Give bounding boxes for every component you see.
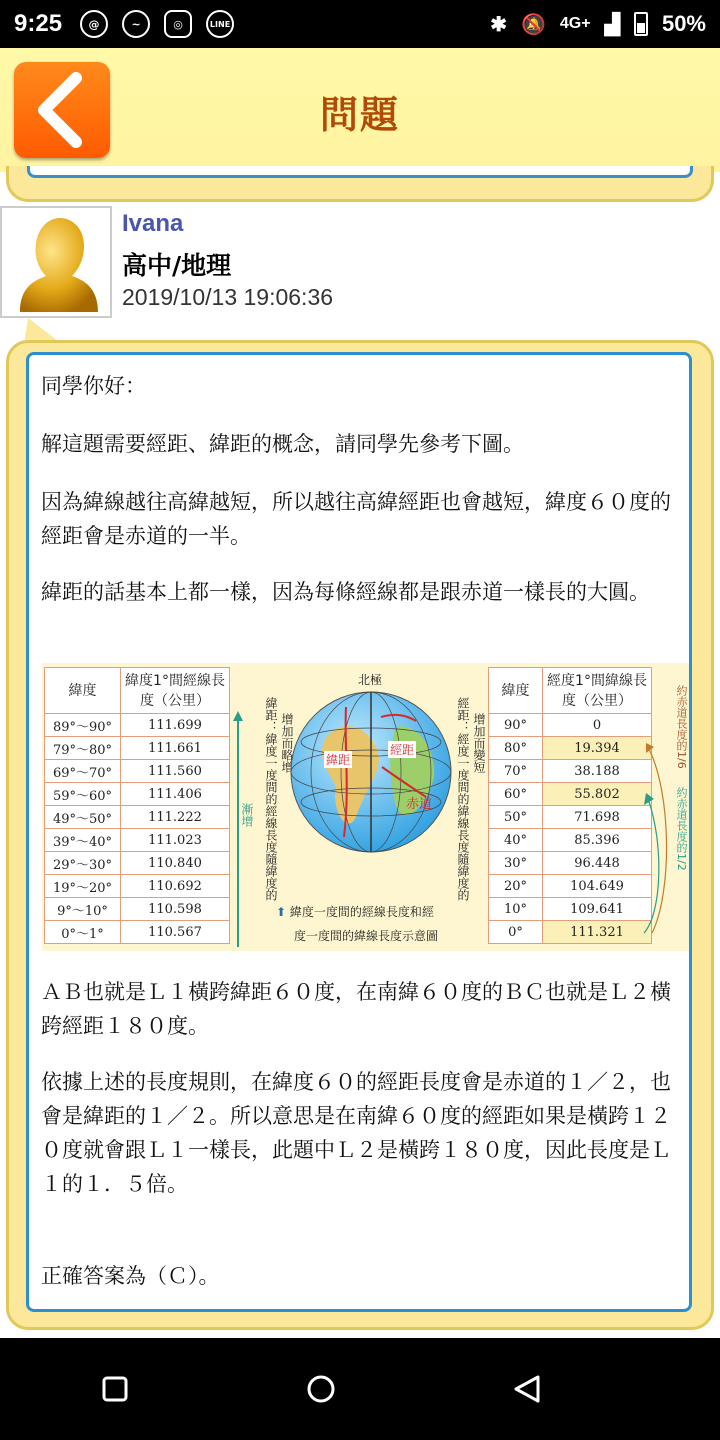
table-cell: 20° bbox=[489, 875, 543, 898]
system-nav-bar bbox=[0, 1338, 720, 1440]
battery-icon bbox=[634, 12, 648, 36]
latitude-distance-label: 緯距 bbox=[326, 753, 351, 767]
table-cell: 30° bbox=[489, 852, 543, 875]
figure-caption-2: 度一度間的緯線長度示意圖 bbox=[294, 929, 439, 943]
table-cell: 39°～40° bbox=[45, 829, 121, 852]
table-cell: 19°～20° bbox=[45, 875, 121, 898]
table-cell: 85.396 bbox=[543, 829, 652, 852]
app-header bbox=[0, 48, 720, 172]
latitude-distance-note-2: 增加而略增 bbox=[280, 713, 294, 773]
table-cell: 111.560 bbox=[121, 760, 230, 783]
table-cell: 80° bbox=[489, 737, 543, 760]
bluetooth-icon: ✱ bbox=[490, 13, 507, 36]
table-cell: 111.699 bbox=[121, 714, 230, 737]
longitude-distance-note: 經距：經度一度間的緯線長度隨緯度的 bbox=[456, 697, 470, 901]
post-datetime: 2019/10/13 19:06:36 bbox=[122, 284, 334, 310]
status-bar bbox=[0, 0, 720, 48]
answer-paragraph: 緯距的話基本上都一樣，因為每條經線都是跟赤道一樣長的大圓。 bbox=[41, 580, 650, 604]
table-cell: 69°～70° bbox=[45, 760, 121, 783]
increase-arrow-icon bbox=[232, 711, 244, 947]
about-sixth-annotation: 約赤道長度的1/6 bbox=[675, 685, 688, 769]
longitude-distance-note-2: 增加而變短 bbox=[472, 713, 486, 773]
table-cell: 60° bbox=[489, 783, 543, 806]
table-cell: 50° bbox=[489, 806, 543, 829]
figure-caption-text-1: 緯度一度間的經線長度和經 bbox=[289, 905, 434, 919]
table-header: 經度1°間緯線長度（公里） bbox=[543, 668, 652, 714]
table-cell: 55.802 bbox=[543, 783, 652, 806]
table-cell: 9°～10° bbox=[45, 898, 121, 921]
table-cell: 59°～60° bbox=[45, 783, 121, 806]
table-cell: 71.698 bbox=[543, 806, 652, 829]
table-cell: 104.649 bbox=[543, 875, 652, 898]
north-pole-label: 北極 bbox=[358, 673, 383, 687]
messenger-icon: ~ bbox=[122, 10, 150, 38]
instagram-icon: ◎ bbox=[164, 10, 192, 38]
previous-message-bubble bbox=[6, 166, 714, 202]
square-icon[interactable] bbox=[102, 1376, 128, 1402]
figure-caption-1 bbox=[276, 903, 434, 920]
table-cell: 111.023 bbox=[121, 829, 230, 852]
answer-card bbox=[26, 352, 692, 1312]
table-cell: 90° bbox=[489, 714, 543, 737]
user-silhouette-icon bbox=[2, 208, 110, 316]
answer-paragraph: 同學你好： bbox=[41, 374, 146, 398]
longitude-distance-label: 經距 bbox=[390, 743, 415, 757]
table-header: 緯度 bbox=[45, 668, 121, 714]
table-cell: 111.321 bbox=[543, 921, 652, 944]
table-cell: 89°～90° bbox=[45, 714, 121, 737]
table-cell: 110.692 bbox=[121, 875, 230, 898]
globe-illustration bbox=[286, 687, 456, 857]
latitude-distance-note: 緯距：緯度一度間的經線長度隨緯度的 bbox=[264, 697, 278, 901]
latitude-longitude-figure bbox=[42, 663, 692, 951]
table-cell: 111.222 bbox=[121, 806, 230, 829]
table-header: 緯度1°間經線長度（公里） bbox=[121, 668, 230, 714]
answer-paragraph: 解這題需要經距、緯距的概念，請同學先參考下圖。 bbox=[41, 432, 524, 456]
system-icons bbox=[490, 11, 706, 37]
table-cell: 29°～30° bbox=[45, 852, 121, 875]
signal-icon: ▟ bbox=[604, 13, 620, 36]
table-cell: 111.661 bbox=[121, 737, 230, 760]
table-cell: 70° bbox=[489, 760, 543, 783]
answer-paragraph: 因為緯線越往高緯越短，所以越往高緯經距也會越短，緯度６０度的經距會是赤道的一半。 bbox=[41, 490, 671, 548]
comparison-arrows bbox=[642, 733, 672, 943]
answer-paragraph: ＡＢ也就是Ｌ１橫跨緯距６０度，在南緯６０度的ＢＣ也就是Ｌ２橫跨經距１８０度。 bbox=[41, 980, 671, 1038]
table-cell: 79°～80° bbox=[45, 737, 121, 760]
page-title: 問題 bbox=[319, 93, 400, 137]
triangle-back-icon[interactable] bbox=[512, 1374, 542, 1404]
caption-bullet-icon: ⬆ bbox=[276, 905, 290, 919]
answer-paragraph: 正確答案為（Ｃ）。 bbox=[41, 1264, 220, 1288]
gradual-increase-label: 漸增 bbox=[240, 803, 254, 827]
equator-label: 赤道 bbox=[406, 797, 433, 812]
table-header: 緯度 bbox=[489, 668, 543, 714]
table-cell: 110.567 bbox=[121, 921, 230, 944]
table-cell: 0°～1° bbox=[45, 921, 121, 944]
table-cell: 96.448 bbox=[543, 852, 652, 875]
battery-percent: 50% bbox=[661, 11, 706, 36]
notification-icons bbox=[80, 10, 234, 38]
mute-icon: 🔕 bbox=[520, 13, 546, 36]
table-cell: 110.598 bbox=[121, 898, 230, 921]
avatar[interactable] bbox=[0, 206, 112, 318]
table-cell: 40° bbox=[489, 829, 543, 852]
answer-paragraph: 依據上述的長度規則，在緯度６０的經距長度會是赤道的１／２，也會是緯距的１／２。所以意思是在南緯６０度的經距如果是橫跨１２０度就會跟Ｌ１一樣長，此題中Ｌ２是橫跨１８０度，因此長度是Ｌ１的１．５倍。 bbox=[41, 1070, 671, 1196]
answer-author bbox=[0, 206, 720, 318]
about-half-annotation: 約赤道長度的1/2 bbox=[675, 787, 688, 871]
table-cell: 10° bbox=[489, 898, 543, 921]
circle-icon[interactable] bbox=[306, 1374, 336, 1404]
table-cell: 111.406 bbox=[121, 783, 230, 806]
threads-icon: @ bbox=[80, 10, 108, 38]
table-cell: 19.394 bbox=[543, 737, 652, 760]
table-cell: 110.840 bbox=[121, 852, 230, 875]
author-subject: 高中/地理 bbox=[122, 251, 232, 280]
table-cell: 38.188 bbox=[543, 760, 652, 783]
status-time: 9:25 bbox=[14, 10, 63, 37]
network-label: 4G+ bbox=[559, 15, 591, 32]
table-cell: 0° bbox=[489, 921, 543, 944]
author-name[interactable]: Ivana bbox=[122, 210, 184, 237]
right-table bbox=[488, 667, 652, 944]
table-cell: 49°～50° bbox=[45, 806, 121, 829]
table-cell: 0 bbox=[543, 714, 652, 737]
line-icon: LINE bbox=[206, 10, 234, 38]
left-table bbox=[44, 667, 230, 944]
table-cell: 109.641 bbox=[543, 898, 652, 921]
